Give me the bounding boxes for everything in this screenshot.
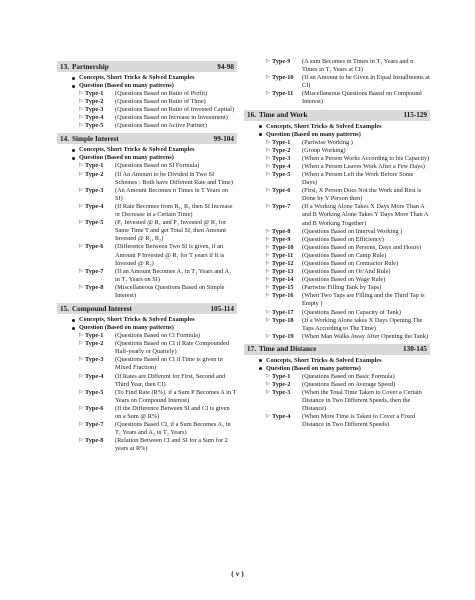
chapter-title: Time and Distance [258,345,317,354]
question-type-item [57,268,237,284]
type-label: Type-6 [85,243,104,251]
type-label: Type-1 [85,90,104,97]
type-description: (If a Working Alone Takes X Days More Than A and B Working Alone Takes Y Days More Than A and B Working Together) [302,203,429,227]
type-description: (Questions Based on Persons, Days and Hours) [302,243,422,251]
type-description: (When the Total Time Taken to Cover a Certain Distance in Two Different Speeds, then the Distance) [302,389,422,413]
chapter-number: 13. [60,62,69,71]
question-type-item [244,333,430,341]
question-type-item [57,243,237,267]
arrow-icon: ▷ [79,341,83,347]
type-label: Type-12 [272,259,294,267]
type-label: Type-6 [85,404,104,412]
type-description: (Questions Based on CI Formula) [115,332,200,340]
type-label: Type-7 [272,203,291,211]
arrow-icon: ▷ [266,260,270,266]
type-label: Type-5 [272,170,291,178]
question-type-item [57,122,237,130]
chapter-heading [57,303,237,314]
arrow-icon: ▷ [266,147,270,153]
type-description: (Questions Based on Or/And Rule) [302,268,391,276]
arrow-icon: ▷ [79,422,83,428]
question-type-item [244,389,430,413]
section-bullet: Question (Based on many patterns) [57,154,237,162]
type-description: (If Rates are Different for First, Second and Third Year, then CI) [115,372,226,388]
arrow-icon: ▷ [266,59,270,64]
arrow-icon: ▷ [79,333,83,339]
type-label: Type-7 [85,421,104,429]
question-type-item [57,437,237,453]
question-type-item [57,284,237,300]
type-description: (Relation Between CI and SI for a Sum for 2 years at R%) [115,437,228,453]
chapter-heading [57,61,237,72]
type-label: Type-8 [85,283,104,291]
type-description: (Miscellaneous Questions Based on Compound Interest) [302,90,422,106]
arrow-icon: ▷ [266,228,270,234]
arrow-icon: ▷ [79,284,83,290]
question-type-item [57,219,237,243]
arrow-icon: ▷ [79,373,83,379]
chapter-number: 14. [60,134,69,143]
arrow-icon: ▷ [266,277,270,283]
type-description: (If an Amount Becomes A₁ in T₁ Years and A₂ in T₂ Years on SI) [115,267,232,283]
type-label: Type-4 [85,114,104,122]
type-description: (An Amount Becomes n Times in T Years on SI) [115,186,228,202]
arrow-icon: ▷ [266,252,270,258]
chapter-page-range: 130-145 [403,345,427,354]
type-label: Type-9 [272,235,291,243]
type-description: (First, X Person Does Not the Work and Rest is Done by Y Person then) [302,187,422,203]
type-label: Type-3 [272,154,291,162]
arrow-icon: ▷ [79,268,83,274]
chapter-number: 16. [247,111,256,120]
question-type-item [244,147,430,155]
type-label: Type-4 [85,202,104,210]
type-description: (When a Person Leaves Work After a Few Days) [302,162,425,170]
question-type-item [57,421,237,437]
arrow-icon: ▷ [266,317,270,323]
arrow-icon: ▷ [79,220,83,226]
type-description: (Questions Based on Camp Rule) [302,251,387,259]
arrow-icon: ▷ [266,390,270,396]
type-description: (Questions Based on Interval Working ) [302,227,403,235]
question-type-item [244,171,430,187]
arrow-icon: ▷ [79,91,83,96]
arrow-icon: ▷ [266,91,270,97]
question-type-item [244,228,430,236]
type-label: Type-3 [85,356,104,364]
type-description: (A sum Becomes m Times in T₁ Years and n Times in T₂ Years at CI) [302,58,414,74]
arrow-icon: ▷ [79,438,83,444]
arrow-icon: ▷ [79,389,83,395]
type-label: Type-5 [85,219,104,227]
type-label: Type-1 [272,138,291,146]
arrow-icon: ▷ [79,107,83,113]
chapter-title: Simple Interest [71,134,119,143]
question-type-item [244,90,430,106]
chapter-number: 17. [247,345,256,354]
type-description: (When Man Walks Away After Opening the Tank) [302,332,429,340]
question-type-item [57,340,237,356]
question-type-item [244,139,430,147]
question-type-item [57,389,237,405]
question-type-item [244,309,430,317]
chapter-title: Time and Work [258,111,308,120]
question-type-item [57,203,237,219]
type-label: Type-18 [272,316,294,324]
question-type-item [244,317,430,333]
arrow-icon: ▷ [79,99,83,105]
arrow-icon: ▷ [266,244,270,250]
section-bullet: Concepts, Short Tricks & Solved Examples [244,123,430,131]
question-type-item [57,171,237,187]
arrow-icon: ▷ [266,171,270,177]
type-description: (Group Working) [302,146,346,154]
type-description: (Partwise Filling Tank by Taps) [302,284,382,292]
type-description: (When Two Taps are Filling and the Third Tap is Empty ) [302,292,425,308]
type-label: Type-1 [85,162,104,170]
type-description: (Questions Based on Basic Formula) [302,372,395,380]
type-description: (If Rate Becomes from R₁, R₂ then SI Increase or Decrease in a Certain Time) [115,202,233,219]
chapter-heading [244,344,430,355]
type-label: Type-3 [85,106,104,114]
question-type-item [244,260,430,268]
type-label: Type-3 [85,186,104,194]
type-description: (Miscellaneous Questions Based on Simple Interest) [115,283,225,299]
chapter-page-range: 105-114 [210,304,234,313]
type-label: Type-9 [272,58,291,65]
question-type-item [57,356,237,372]
question-type-item [244,292,430,308]
arrow-icon: ▷ [79,115,83,121]
arrow-icon: ▷ [266,75,270,81]
type-description: (Questions Based on Ratio of Invested Capital) [115,106,234,114]
section-bullet: Question (Based on many patterns) [244,365,430,373]
question-type-item [57,98,237,106]
question-type-item [57,405,237,421]
question-type-item [244,276,430,284]
arrow-icon: ▷ [266,188,270,194]
question-type-item [57,106,237,114]
question-type-item [244,268,430,276]
type-description: (When More Time is Taken to Cover a Fixed Distance in Two Different Speeds) [302,413,416,429]
type-description: (Questions Based on Active Partner) [115,122,207,130]
question-type-item [244,373,430,381]
type-label: Type-7 [85,267,104,275]
question-type-item [244,244,430,252]
arrow-icon: ▷ [266,269,270,275]
type-label: Type-16 [272,292,294,300]
type-label: Type-2 [272,146,291,154]
question-type-item [244,187,430,203]
question-type-item [57,332,237,340]
question-type-item [57,90,237,98]
question-type-item [244,155,430,163]
question-type-item [57,114,237,122]
question-type-item [244,284,430,292]
type-label: Type-15 [272,284,294,292]
question-type-item [244,236,430,244]
chapter-number: 15. [60,304,69,313]
chapter-page-range: 99-104 [213,134,234,143]
question-type-item [57,187,237,203]
question-type-item [57,162,237,170]
type-label: Type-10 [272,74,294,82]
arrow-icon: ▷ [79,405,83,411]
question-type-item [244,74,430,90]
arrow-icon: ▷ [266,373,270,379]
question-type-item [244,381,430,389]
type-description: (Difference Between Two SI is given, if an Amount P Invested @ R₁ for T years if It is Invested @ R₂) [115,243,225,267]
type-description: (Questions Based on SI Formula) [115,162,200,170]
section-bullet: Question (Based on many patterns) [57,82,237,90]
arrow-icon: ▷ [266,293,270,299]
type-label: Type-3 [272,389,291,397]
type-label: Type-1 [272,372,291,380]
type-label: Type-19 [272,332,294,340]
type-label: Type-8 [85,437,104,445]
section-bullet: Question (Based on many patterns) [57,324,237,332]
arrow-icon: ▷ [79,187,83,193]
arrow-icon: ▷ [266,414,270,420]
type-description: (Questions Based on Capacity of Tank) [302,308,401,316]
arrow-icon: ▷ [266,382,270,387]
type-description: (Questions Based on Efficiency) [302,235,384,243]
type-label: Type-11 [272,251,294,259]
arrow-icon: ▷ [266,333,270,339]
chapter-title: Partnership [71,62,109,71]
type-description: (Questions Based on Wage Rule) [302,276,386,284]
type-label: Type-2 [85,98,104,106]
type-description: (Partwise Working ) [302,138,353,146]
chapter-page-range: 94-98 [217,62,234,71]
type-description: (Questions Based on CI if Rate Compounded Half-yearly or Quartely) [115,340,230,356]
chapter-title: Compound Interest [71,304,132,313]
arrow-icon: ▷ [266,139,270,145]
type-label: Type-4 [272,162,291,170]
chapter-heading [57,133,237,144]
section-bullet: Concepts, Short Tricks & Solved Examples [57,146,237,154]
question-type-item [57,373,237,389]
right-column [244,58,430,430]
type-label: Type-5 [85,122,104,130]
arrow-icon: ▷ [79,163,83,169]
type-description: (Questions Based on Contractor Rule) [302,259,399,267]
type-description: (If an Amount to be Given in Equal Installments at CI) [302,74,430,90]
type-description: (Questions Based on Increase in Investment) [115,114,228,122]
arrow-icon: ▷ [79,203,83,209]
section-bullet: Concepts, Short Tricks & Solved Examples [244,357,430,365]
type-label: Type-10 [272,243,294,251]
type-label: Type-2 [85,340,104,348]
arrow-icon: ▷ [266,155,270,161]
type-label: Type-14 [272,276,294,284]
arrow-icon: ▷ [79,357,83,363]
arrow-icon: ▷ [266,163,270,169]
arrow-icon: ▷ [79,171,83,177]
type-description: (Questions Based CI, if a Sum Becomes A₁ in T₁ Years and A₂ in T₂ Years) [115,421,231,437]
type-description: (If the Difference Between SI and CI is given on a Sum @ R%) [115,404,230,420]
page-number: ( v ) [231,569,244,578]
question-type-item [244,252,430,260]
question-type-item [244,163,430,171]
left-column [57,58,237,453]
type-description: (When a Person Works According to his Capacity) [302,154,430,162]
arrow-icon: ▷ [266,309,270,315]
type-description: (To Find Rate (R%), if a Sum P Becomes A in T Years on Compound Interest) [115,388,237,404]
type-label: Type-11 [272,90,294,98]
type-label: Type-17 [272,308,294,316]
arrow-icon: ▷ [266,236,270,242]
arrow-icon: ▷ [266,285,270,291]
type-label: Type-2 [85,170,104,178]
question-type-item [244,203,430,227]
arrow-icon: ▷ [79,244,83,250]
section-bullet: Concepts, Short Tricks & Solved Examples [57,74,237,82]
chapter-heading [244,110,430,121]
type-label: Type-5 [85,388,104,396]
arrow-icon: ▷ [79,123,83,129]
type-label: Type-1 [85,332,104,340]
type-label: Type-2 [272,381,291,388]
type-label: Type-4 [85,372,104,380]
type-description: (P₁ Invested @ R₁ and P₂ Invested @ R₂ for Same Time T and get Total SI, then Amount Invested @ R₁, R₂) [115,219,227,243]
type-label: Type-6 [272,187,291,195]
question-type-item [244,58,430,74]
type-label: Type-4 [272,413,291,421]
type-description: (If An Amount to be Divided in Two SI Schemes : Both have Different Rate and Time) [115,170,233,186]
section-bullet: Question (Based on many patterns) [244,131,430,139]
type-label: Type-8 [272,227,291,235]
type-description: (Questions Based on Average Speed) [302,381,396,388]
chapter-page-range: 115-129 [403,111,427,120]
type-description: (When a Person Left the Work Before Some Days) [302,170,414,187]
type-description: (Questions Based on Ratio of Time) [115,98,206,106]
type-description: (Questions Based on Ratio of Profit) [115,90,208,97]
type-description: (Questions Based on CI if Time is given in Mixed Fraction) [115,356,223,372]
question-type-item [244,413,430,429]
type-label: Type-13 [272,268,294,276]
section-bullet: Concepts, Short Tricks & Solved Examples [57,316,237,324]
arrow-icon: ▷ [266,204,270,210]
type-description: (If a Working Alone takes X Days Opening The Taps According to The Time) [302,316,423,332]
